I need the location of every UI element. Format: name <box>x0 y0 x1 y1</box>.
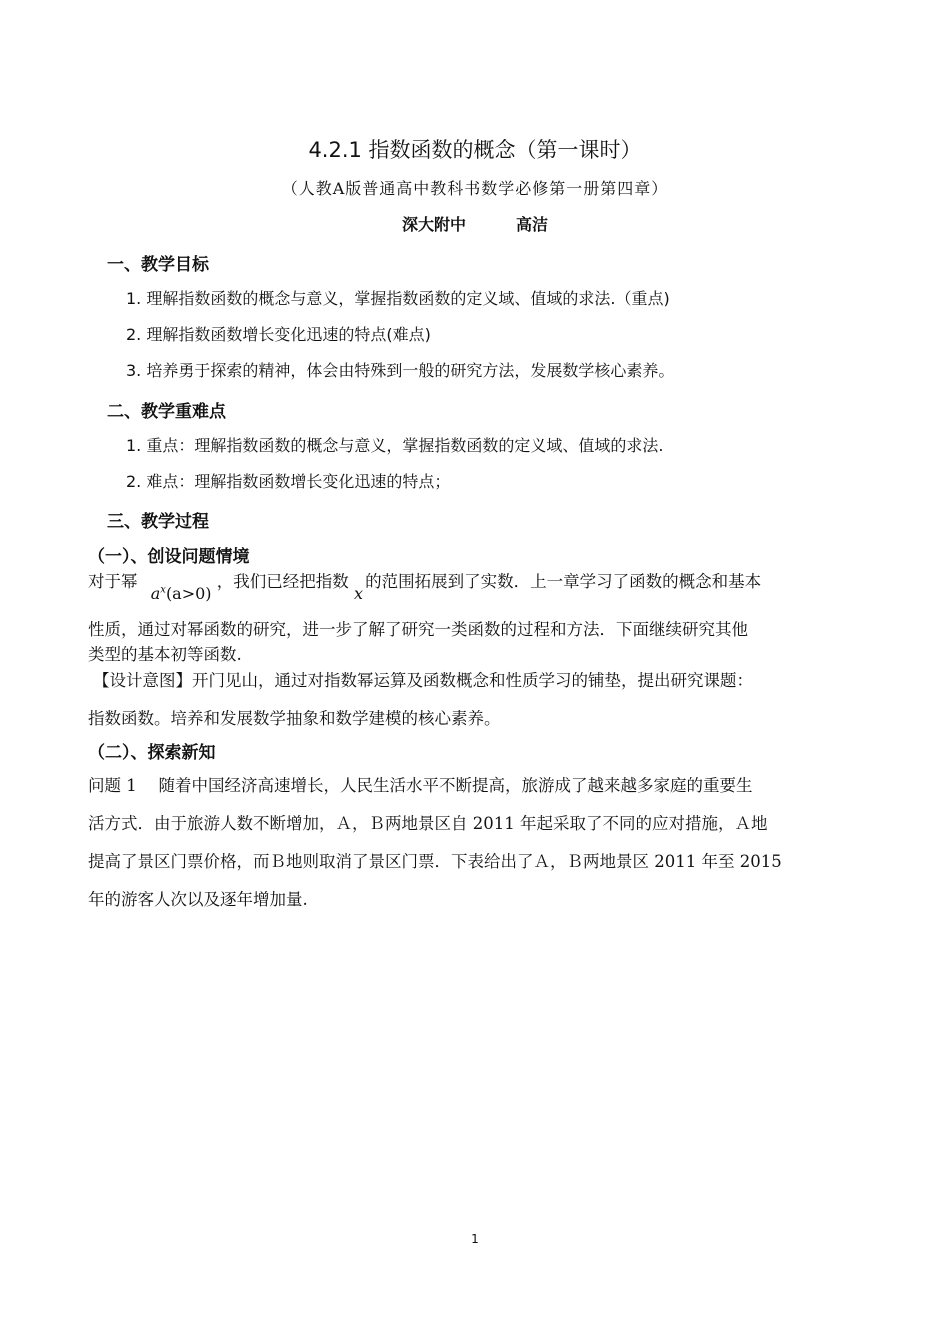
design-intent-line: 【设计意图】开门见山，通过对指数幂运算及函数概念和性质学习的铺垫，提出研究课题： <box>93 671 753 690</box>
keypoint-item: 2. 难点：理解指数函数增长变化迅速的特点； <box>126 472 451 491</box>
design-intent-line: 指数函数。培养和发展数学抽象和数学建模的核心素养。 <box>88 709 501 728</box>
part-heading-explore: （二）、探索新知 <box>88 743 216 763</box>
part-heading-situation: （一）、创设问题情境 <box>88 547 250 567</box>
intro-paragraph-line: 对于幂 $a^x(a>0)$ ，我们已经把指数 x的范围拓展到了实数．上一章学习了函数的概念和基本 <box>88 572 762 603</box>
objective-item: 2. 理解指数函数增长变化迅速的特点(难点) <box>126 325 431 344</box>
problem-line: 问题 1 随着中国经济高速增长，人民生活水平不断提高，旅游成了越来越多家庭的重要生 <box>88 776 753 795</box>
keypoint-item: 1. 重点：理解指数函数的概念与意义，掌握指数函数的定义域、值域的求法. <box>126 436 664 455</box>
document-title: 4.2.1 指数函数的概念（第一课时） <box>308 138 642 162</box>
section-heading-objectives: 一、教学目标 <box>107 255 209 275</box>
power-formula: $a^x(a>0)$ <box>150 584 212 603</box>
page-number: 1 <box>471 1232 479 1246</box>
section-heading-process: 三、教学过程 <box>107 512 209 532</box>
document-subtitle: （人教A版普通高中教科书数学必修第一册第四章） <box>281 179 669 198</box>
objective-item: 3. 培养勇于探索的精神，体会由特殊到一般的研究方法，发展数学核心素养。 <box>126 361 675 380</box>
school-name: 深大附中 <box>401 215 466 234</box>
problem-line: 提高了景区门票价格，而Ｂ地则取消了景区门票．下表给出了Ａ，Ｂ两地景区 2011 年至 2015 <box>88 852 782 871</box>
intro-paragraph-line: 性质，通过对幂函数的研究，进一步了解了研究一类函数的过程和方法．下面继续研究其他 <box>88 620 748 639</box>
author-line <box>0 212 950 235</box>
variable-x: x <box>354 584 364 603</box>
problem-line: 年的游客人次以及逐年增加量. <box>88 890 308 909</box>
objective-item: 1. 理解指数函数的概念与意义，掌握指数函数的定义域、值域的求法.（重点) <box>126 289 670 308</box>
intro-paragraph-line: 类型的基本初等函数. <box>88 645 242 664</box>
section-heading-keypoints: 二、教学重难点 <box>107 402 226 422</box>
problem-line: 活方式．由于旅游人数不断增加，Ａ，Ｂ两地景区自 2011 年起采取了不同的应对措施，Ａ地 <box>88 814 768 833</box>
teacher-name: 高洁 <box>516 215 549 234</box>
